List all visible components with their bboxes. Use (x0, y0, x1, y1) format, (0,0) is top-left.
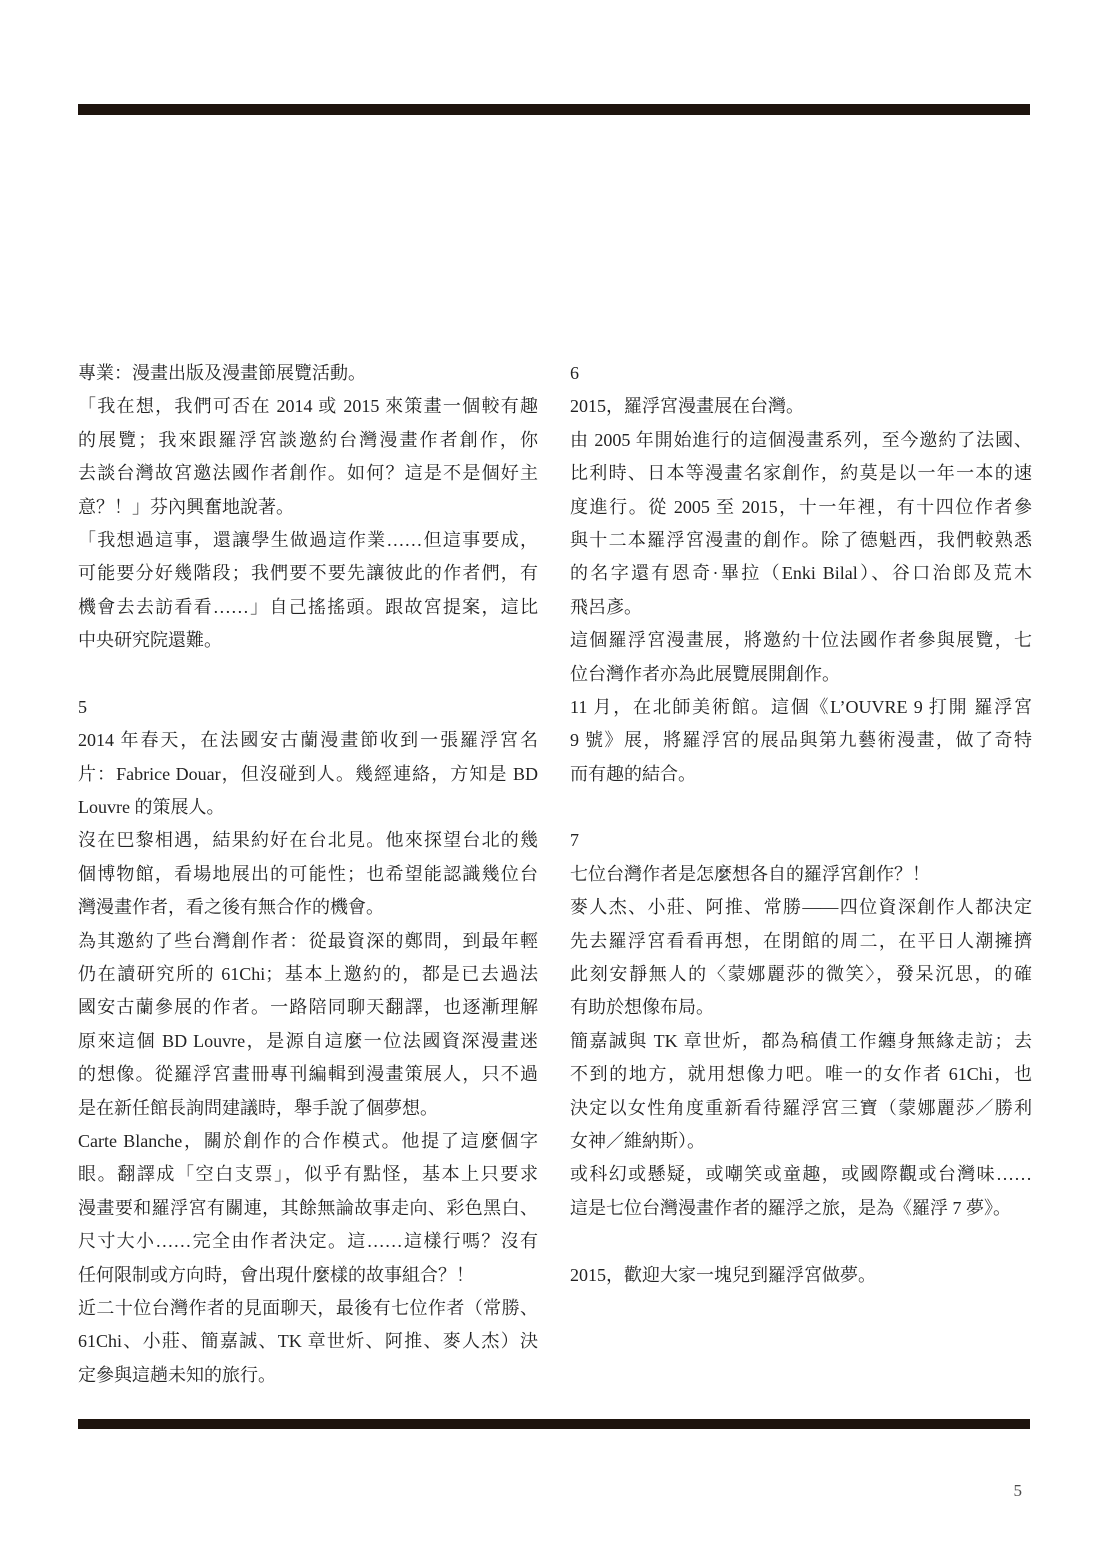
text-line: 度進行。從 2005 至 2015，十一年裡，有十四位作者參 (570, 496, 1032, 517)
text-line: 這是七位台灣漫畫作者的羅浮之旅，是為《羅浮 7 夢》。 (570, 1197, 1011, 1218)
text-line: 仍在讀研究所的 61Chi；基本上邀約的，都是已去過法 (78, 964, 538, 985)
text-line: 與十二本羅浮宮漫畫的創作。除了德魁西，我們較熟悉 (570, 529, 1032, 550)
text-line: 7 (570, 830, 579, 851)
text-line: 決定以女性角度重新看待羅浮宮三寶（蒙娜麗莎／勝利 (570, 1097, 1032, 1118)
text-line: 簡嘉誠與 TK 章世炘，都為稿債工作纏身無緣走訪；去 (570, 1030, 1032, 1051)
text-line: 任何限制或方向時，會出現什麼樣的故事組合？！ (78, 1264, 474, 1285)
text-line: 可能要分好幾階段；我們要不要先讓彼此的作者們，有 (78, 563, 538, 584)
text-line: 而有趣的結合。 (570, 763, 696, 784)
text-line: 位台灣作者亦為此展覽展開創作。 (570, 663, 840, 684)
text-line: 5 (78, 696, 87, 717)
text-line: 飛呂彥。 (570, 596, 642, 617)
text-line: 片：Fabrice Douar，但沒碰到人。幾經連絡，方知是 BD (78, 763, 538, 784)
text-line: 的展覽；我來跟羅浮宮談邀約台灣漫畫作者創作，你 (78, 429, 538, 450)
text-line: 機會去去訪看看……」自己搖搖頭。跟故宮提案，這比 (78, 596, 538, 617)
text-line: 個博物館，看場地展出的可能性；也希望能認識幾位台 (78, 863, 538, 884)
text-line: 原來這個 BD Louvre，是源自這麼一位法國資深漫畫迷 (78, 1030, 538, 1051)
text-line: 定參與這趟未知的旅行。 (78, 1364, 276, 1385)
text-line: 尺寸大小……完全由作者決定。這……這樣行嗎？沒有 (78, 1231, 538, 1252)
text-line: 女神／維納斯）。 (570, 1130, 705, 1151)
text-line: 去談台灣故宮邀法國作者創作。如何？這是不是個好主 (78, 463, 538, 484)
text-line: 「我在想，我們可否在 2014 或 2015 來策畫一個較有趣 (78, 396, 538, 417)
text-line: 專業：漫畫出版及漫畫節展覽活動。 (78, 363, 366, 383)
text-line: 意？！」芬內興奮地說著。 (78, 496, 294, 517)
text-line: 2014 年春天，在法國安古蘭漫畫節收到一張羅浮宮名 (78, 730, 538, 751)
text-line: 先去羅浮宮看看再想，在閉館的周二，在平日人潮擁擠 (570, 930, 1032, 951)
text-columns (78, 357, 1032, 1392)
blank-line (570, 791, 1032, 824)
text-line: 七位台灣作者是怎麼想各自的羅浮宮創作？！ (570, 863, 930, 884)
text-line: 2015，羅浮宮漫畫展在台灣。 (570, 396, 804, 417)
text-line: 為其邀約了些台灣創作者：從最資深的鄭問，到最年輕 (78, 930, 538, 951)
text-line: 國安古蘭參展的作者。一路陪同聊天翻譯，也逐漸理解 (78, 997, 538, 1018)
text-line: 麥人杰、小莊、阿推、常勝——四位資深創作人都決定 (570, 897, 1032, 918)
text-line: 或科幻或懸疑，或嘲笑或童趣，或國際觀或台灣味…… (570, 1164, 1032, 1185)
text-line: 11 月，在北師美術館。這個《L’OUVRE 9 打開 羅浮宮 (570, 696, 1032, 717)
text-line: 灣漫畫作者，看之後有無合作的機會。 (78, 897, 384, 918)
text-line: 不到的地方，就用想像力吧。唯一的女作者 61Chi，也 (570, 1064, 1032, 1085)
text-line: 6 (570, 363, 579, 383)
text-line: 眼。翻譯成「空白支票」，似乎有點怪，基本上只要求 (78, 1164, 538, 1185)
text-line: 的想像。從羅浮宮畫冊專刊編輯到漫畫策展人，只不過 (78, 1064, 538, 1085)
text-line: 是在新任館長詢問建議時，舉手說了個夢想。 (78, 1097, 438, 1118)
text-line: 9 號》展，將羅浮宮的展品與第九藝術漫畫，做了奇特 (570, 730, 1032, 751)
text-line: 這個羅浮宮漫畫展，將邀約十位法國作者參與展覽，七 (570, 630, 1032, 651)
text-line: 2015，歡迎大家一塊兒到羅浮宮做夢。 (570, 1264, 876, 1285)
text-line: 「我想過這事，還讓學生做過這作業……但這事要成， (78, 529, 538, 550)
bottom-rule (78, 1419, 1030, 1429)
text-line: 中央研究院還難。 (78, 630, 222, 651)
text-line: 漫畫要和羅浮宮有關連，其餘無論故事走向、彩色黑白、 (78, 1197, 538, 1218)
text-line: 有助於想像布局。 (570, 997, 714, 1018)
text-line: Carte Blanche，關於創作的合作模式。他提了這麼個字 (78, 1130, 538, 1151)
left-column (78, 357, 538, 1392)
text-line: 61Chi、小莊、簡嘉誠、TK 章世炘、阿推、麥人杰）決 (78, 1331, 538, 1352)
text-line: 沒在巴黎相遇，結果約好在台北見。他來探望台北的幾 (78, 830, 538, 851)
text-line: 由 2005 年開始進行的這個漫畫系列，至今邀約了法國、 (570, 429, 1032, 450)
text-line: 此刻安靜無人的〈蒙娜麗莎的微笑〉，發呆沉思，的確 (570, 964, 1032, 985)
text-line: 的名字還有恩奇·畢拉（Enki Bilal）、谷口治郎及荒木 (570, 563, 1032, 584)
blank-line (570, 1225, 1032, 1258)
text-line: 比利時、日本等漫畫名家創作，約莫是以一年一本的速 (570, 463, 1032, 484)
page-number: 5 (1013, 1481, 1022, 1500)
blank-line (78, 658, 538, 691)
right-column (570, 357, 1032, 1392)
top-rule (78, 104, 1030, 115)
text-line: Louvre 的策展人。 (78, 797, 225, 818)
text-line: 近二十位台灣作者的見面聊天，最後有七位作者（常勝、 (78, 1297, 538, 1318)
